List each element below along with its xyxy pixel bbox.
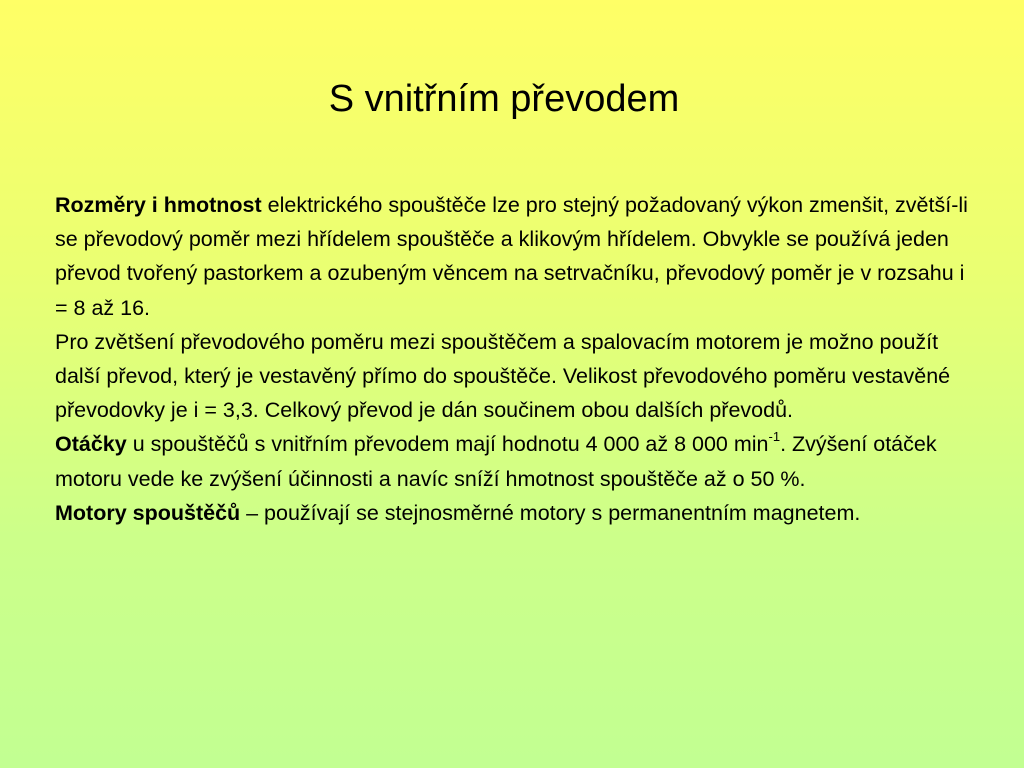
paragraph-gear-ratio-text: Pro zvětšení převodového poměru mezi spouštěčem a spalovacím motorem je možno použít další převod, který je vestavěný přímo do spouštěče. Velikost převodového poměru vestavěné převodovky je i = 3,3. Celkový převod je dán součinem obou dalších převodů. — [55, 329, 951, 423]
unit-exponent: -1 — [768, 429, 781, 445]
paragraph-rpm-text-after: . Zvýšení otáček motoru vede ke zvýšení účinnosti a navíc sníží hmotnost spouštěče až o 50 %. — [55, 432, 937, 491]
term-rpm: Otáčky — [55, 432, 127, 457]
paragraph-rpm — [55, 427, 975, 495]
paragraph-rpm-text: u spouštěčů s vnitřním převodem mají hodnotu 4 000 až 8 000 min — [126, 432, 769, 457]
slide-title: S vnitřním převodem — [328, 78, 680, 120]
term-starter-motors: Motory spouštěčů — [55, 500, 241, 525]
paragraph-dimensions-text: elektrického spouštěče lze pro stejný požadovaný výkon zmenšit, zvětší-li se převodový poměr mezi hřídelem spouštěče a klikovým hřídelem. Obvykle se používá jeden převod tvořený pastorkem a ozubeným věncem na setrvačníku, převodový poměr je v rozsahu i = 8 až 16. — [55, 193, 968, 320]
slide-body — [55, 188, 975, 530]
paragraph-motors-text: – používají se stejnosměrné motory s permanentním magnetem. — [240, 500, 861, 525]
paragraph-motors — [55, 496, 975, 530]
paragraph-dimensions — [55, 188, 975, 325]
term-dimensions-weight: Rozměry i hmotnost — [55, 193, 262, 217]
paragraph-gear-ratio — [55, 325, 975, 428]
